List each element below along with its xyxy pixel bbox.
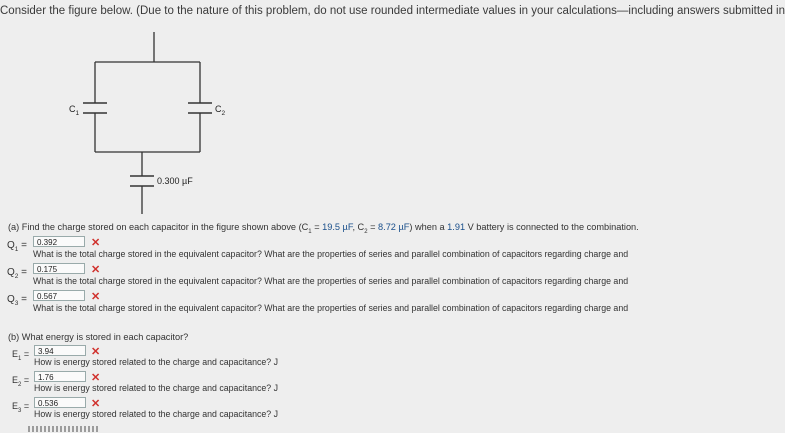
e2-answer-input[interactable]: 1.76 bbox=[34, 371, 86, 382]
q2-incorrect-icon: ✕ bbox=[91, 264, 101, 276]
q3-incorrect-icon: ✕ bbox=[91, 291, 101, 303]
part-a-question: (a) Find the charge stored on each capacitor in the figure shown above ($C_1 = 19.5$ µF, $C_2 = 8.72$ µF) when a 1.91 V battery is connected to the combination. bbox=[8, 222, 639, 235]
e1-hint: How is energy stored related to the charge and capacitance? J bbox=[34, 357, 279, 367]
q1-incorrect-icon: ✕ bbox=[91, 237, 101, 249]
e1-answer-input[interactable]: 3.94 bbox=[34, 345, 86, 356]
cut-off-text bbox=[28, 426, 100, 432]
e3-incorrect-icon: ✕ bbox=[91, 398, 101, 410]
part-b-question: (b) What energy is stored in each capacitor? bbox=[8, 332, 189, 342]
q3-hint: What is the total charge stored in the equivalent capacitor? What are the properties of series and parallel combination of capacitors regarding charge and bbox=[33, 303, 629, 313]
q1-answer-input[interactable]: 0.392 bbox=[33, 236, 85, 247]
c3-label: 0.300 µF bbox=[157, 176, 193, 186]
e2-incorrect-icon: ✕ bbox=[91, 372, 101, 384]
q3-answer-input[interactable]: 0.567 bbox=[33, 290, 85, 301]
q1-hint: What is the total charge stored in the equivalent capacitor? What are the properties of series and parallel combination of capacitors regarding charge and bbox=[33, 249, 629, 259]
q1-label: $Q_1$ = bbox=[7, 240, 28, 253]
problem-intro: Consider the figure below. (Due to the nature of this problem, do not use rounded intermediate values in your calculations—including answers submitted in bbox=[0, 5, 785, 17]
c2-label: $C_2$ bbox=[215, 104, 226, 117]
q3-label: $Q_3$ = bbox=[7, 294, 28, 307]
circuit-diagram bbox=[0, 0, 700, 220]
e1-incorrect-icon: ✕ bbox=[91, 346, 101, 358]
e3-answer-input[interactable]: 0.536 bbox=[34, 397, 86, 408]
e3-hint: How is energy stored related to the charge and capacitance? J bbox=[34, 409, 279, 419]
e2-hint: How is energy stored related to the charge and capacitance? J bbox=[34, 383, 279, 393]
e2-label: $E_2$ = bbox=[12, 375, 30, 388]
c1-label: $C_1$ bbox=[69, 104, 80, 117]
q2-hint: What is the total charge stored in the equivalent capacitor? What are the properties of series and parallel combination of capacitors regarding charge and bbox=[33, 276, 629, 286]
q2-label: $Q_2$ = bbox=[7, 267, 28, 280]
e3-label: $E_3$ = bbox=[12, 401, 30, 414]
e1-label: $E_1$ = bbox=[12, 349, 30, 362]
q2-answer-input[interactable]: 0.175 bbox=[33, 263, 85, 274]
